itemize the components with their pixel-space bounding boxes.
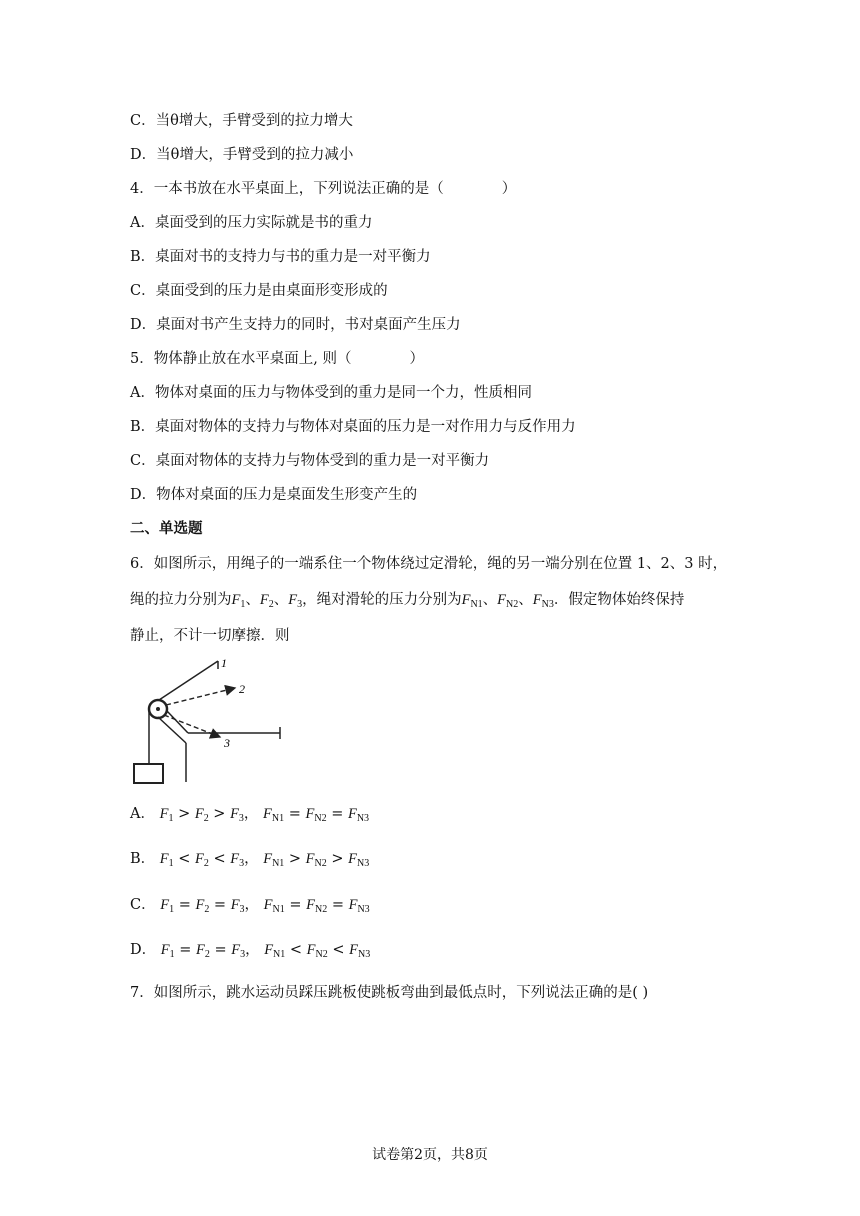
q3-option-c: C．当θ增大，手臂受到的拉力增大 [130, 113, 353, 129]
q6-option-a: A． $F_1 > F_2 > F_3$， $F_{N1} = F_{N2} = F_{N3}$ [130, 806, 370, 824]
q6-line2 [130, 590, 684, 615]
separator: 、 [482, 592, 498, 608]
q4-stem: 4．一本书放在水平桌面上，下列说法正确的是（ ） [130, 181, 517, 197]
q6-option-c: C． $F_1 = F_2 = F_3$， $F_{N1} = F_{N2} = F_{N3}$ [130, 897, 370, 915]
q4-option-b: B．桌面对书的支持力与书的重力是一对平衡力 [130, 249, 431, 265]
q6-line2-prefix: 绳的拉力分别为 [130, 592, 232, 608]
pulley-figure [128, 655, 288, 787]
q5-stem: 5．物体静止放在水平桌面上, 则（ ） [130, 351, 424, 367]
q5-option-a: A．物体对桌面的压力与物体受到的重力是同一个力，性质相同 [130, 385, 532, 401]
rope-position-2 [166, 688, 235, 705]
f2-symbol: $F_2$ [259, 592, 274, 610]
page-footer: 试卷第2页，共8页 [372, 1147, 488, 1163]
q4-option-c: C．桌面受到的压力是由桌面形变形成的 [130, 283, 388, 299]
support-bracket-lower [158, 717, 186, 743]
fn1-symbol: $F_{N1}$ [461, 592, 483, 610]
separator: 、 [518, 592, 533, 608]
q6-line1: 6．如图所示，用绳子的一端系住一个物体绕过定滑轮，绳的另一端分别在位置 1、2、3 时， [130, 556, 728, 572]
q7-stem: 7．如图所示，跳水运动员踩压跳板使跳板弯曲到最低点时，下列说法正确的是( ) [130, 985, 649, 1001]
q6-option-d: D． $F_1 = F_2 = F_3$， $F_{N1} < F_{N2} < F_{N3}$ [130, 942, 371, 960]
q5-option-c: C．桌面对物体的支持力与物体受到的重力是一对平衡力 [130, 453, 490, 469]
section-heading: 二、单选题 [130, 520, 203, 537]
hanging-block [134, 764, 163, 783]
q5-option-b: B．桌面对物体的支持力与物体对桌面的压力是一对作用力与反作用力 [130, 419, 576, 435]
fn3-symbol: $F_{N3}$ [532, 592, 554, 610]
pulley-axle [156, 707, 160, 711]
separator: 、 [273, 592, 289, 608]
q6-line2-suffix: ．假定物体始终保持 [553, 592, 685, 608]
label-3: 3 [224, 736, 230, 750]
f3-symbol: $F_3$ [288, 592, 303, 610]
q6-line2-middle: ，绳对滑轮的压力分别为 [302, 592, 462, 608]
f1-symbol: $F_1$ [231, 592, 246, 610]
q6-line3: 静止，不计一切摩擦．则 [130, 628, 290, 644]
label-1: 1 [221, 656, 227, 670]
fn2-symbol: $F_{N2}$ [497, 592, 519, 610]
q4-option-d: D．桌面对书产生支持力的同时，书对桌面产生压力 [130, 317, 461, 333]
support-bracket [167, 711, 188, 733]
separator: 、 [245, 592, 260, 608]
q6-option-b: B． $F_1 < F_2 < F_3$， $F_{N1} > F_{N2} > F_{N3}$ [130, 851, 370, 869]
q3-option-d: D．当θ增大，手臂受到的拉力减小 [130, 147, 354, 163]
q4-option-a: A．桌面受到的压力实际就是书的重力 [130, 215, 373, 231]
label-2: 2 [239, 682, 245, 696]
q5-option-d: D．物体对桌面的压力是桌面发生形变产生的 [130, 487, 418, 503]
